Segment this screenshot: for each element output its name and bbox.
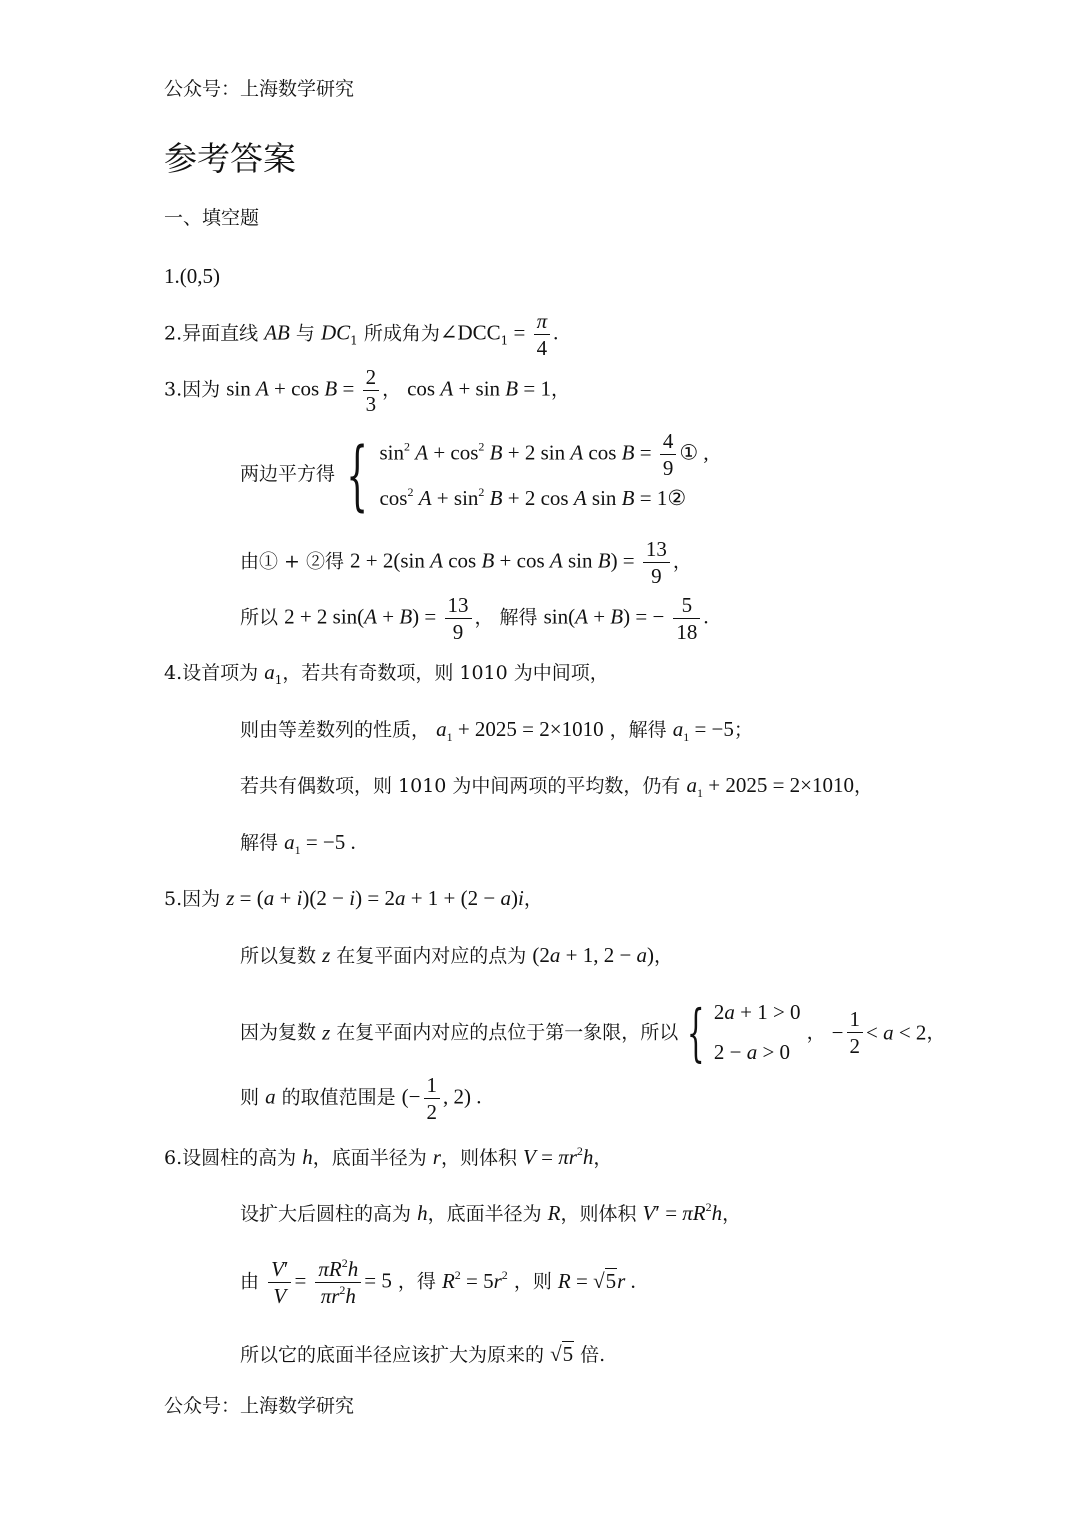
q1-answer: 1.(0,5) — [164, 264, 220, 288]
q3-line-add: 由① + ②得 2 + 2(sin A cos B + cos A sin B) = $\frac{13}{9}$ ， — [240, 537, 692, 589]
left-brace: { — [346, 429, 369, 519]
q5-line-2: 所以复数 z 在复平面内对应的点为 (2a + 1, 2 − a)， — [240, 943, 674, 967]
q2-answer: 2.异面直线 AB 与 $DC_1$ 所成角为$\angle DCC_1$ = $\frac{\pi}{4}$ . — [164, 309, 559, 361]
q6-line-1: 6.设圆柱的高为 h，底面半径为 r，则体积 $V = \pi r^2h$， — [164, 1144, 613, 1169]
q5-line-4: 则 a 的取值范围是 (− $\frac{1}{2}$ , 2) . — [240, 1073, 482, 1125]
left-brace: { — [687, 995, 705, 1069]
q5-line-1: 5.因为 z = (a + i)(2 − i) = 2a + 1 + (2 − a)i， — [164, 886, 543, 910]
q3-line-so: 所以 2 + 2 sin(A + B) = $\frac{13}{9}$ ， 解得 sin(A + B) = − $\frac{5}{18}$ . — [240, 593, 709, 645]
q4-line-2: 则由等差数列的性质， $a_1 + 2025 = 2\times 1010$ ，解得 $a_1 = -5$； — [240, 717, 753, 744]
header-source: 公众号：上海数学研究 — [164, 78, 355, 100]
q3-system: 两边平方得 { $\sin^2 A + \cos^2 B + 2$ sin A cos B = $\frac{4}{9}$ ① , $\cos^2 A + \sin^2 B + 2$ cos A sin B = 1② — [240, 429, 709, 519]
q3-line-1: 3.因为 sin A + cos B = $\frac{2}{3}$ ， cos A + sin B = 1， — [164, 365, 570, 417]
footer-source: 公众号：上海数学研究 — [164, 1395, 355, 1417]
page-title: 参考答案 — [164, 139, 296, 178]
q6-line-3: 由 $\frac{V'}{V}$ = $\frac{\pi R^2h}{\pi r^2h}$ = 5 ，得 $R^2 = 5r^2$ ，则 R = √5r . — [240, 1256, 636, 1309]
q4-line-4: 解得 $a_1 = -5$ . — [240, 830, 356, 857]
q6-line-2: 设扩大后圆柱的高为 h，底面半径为 R，则体积 $V' = \pi R^2h$， — [240, 1200, 742, 1225]
q6-line-4: 所以它的底面半径应该扩大为原来的 √5 倍. — [240, 1342, 606, 1366]
q2-fraction: $\frac{\pi}{4}$ — [534, 310, 551, 359]
q4-line-3: 若共有偶数项，则 1010 为中间两项的平均数，仍有 $a_1 + 2025 = 2\times 1010$， — [240, 773, 874, 800]
section-heading: 一、填空题 — [164, 207, 260, 229]
q5-line-3: 因为复数 z 在复平面内对应的点位于第一象限，所以 { 2a + 1 > 0 2 − a > 0 ， − $\frac{1}{2}$ < a < 2， — [240, 995, 946, 1069]
q4-line-1: 4.设首项为 $a_1$，若共有奇数项，则 1010 为中间项， — [164, 660, 609, 687]
